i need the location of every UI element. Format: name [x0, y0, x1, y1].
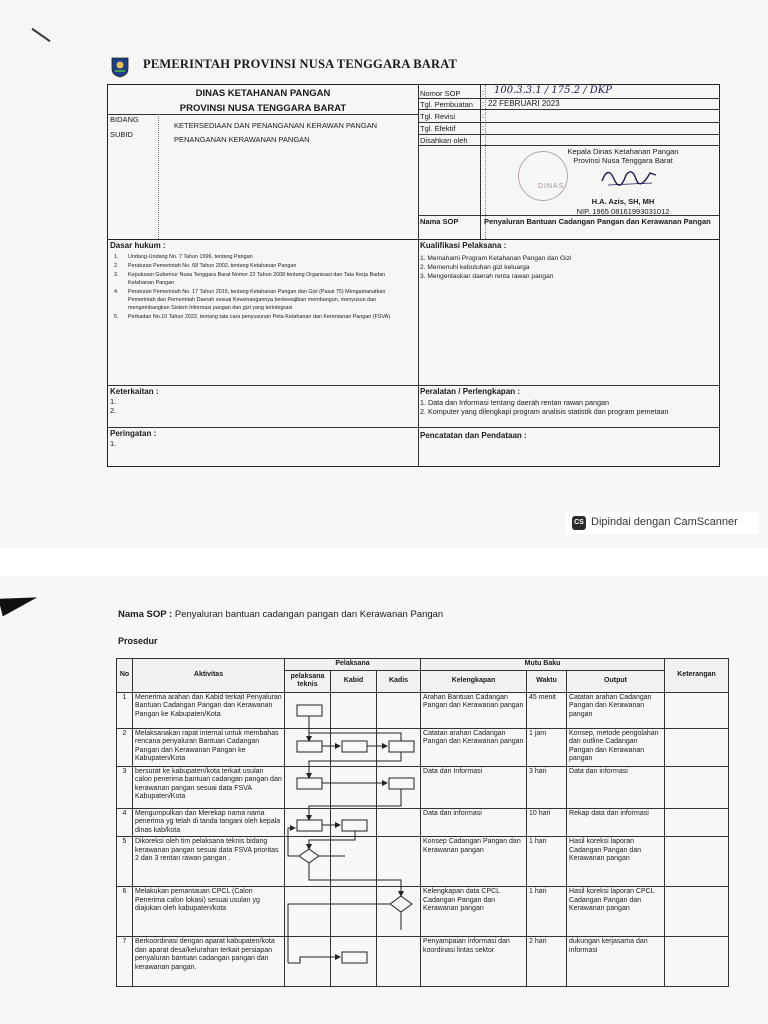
lane-kadis — [377, 766, 421, 808]
keterangan-cell — [665, 937, 729, 987]
list-item: 1. Memahami Program Ketahanan Pangan dan Gizi — [420, 255, 572, 262]
table-row — [117, 937, 729, 987]
law-text: Keputusan Gubernur Nusa Tenggara Barat Nomor 22 Tahun 2008 tentang Organisasi dan Tata Kerja Badan Ketahanan Pangan — [128, 272, 386, 286]
header-kelengkapan: Kelengkapan — [421, 670, 527, 692]
output-cell: Catatan arahan Cadangan Pangan dan Kerawanan pangan — [567, 692, 665, 728]
list-item: 2. Komputer yang dilengkapi program analisis statistik dan program pemetaan — [420, 407, 669, 416]
table-row — [117, 837, 729, 887]
table-row — [117, 808, 729, 837]
header-keterangan: Keterangan — [665, 659, 729, 693]
signature-icon — [598, 163, 658, 189]
sop-identity-table — [107, 84, 720, 467]
law-number: 3. — [114, 272, 119, 278]
keterkaitan-list — [110, 397, 116, 415]
sop-name-value: Penyaluran bantuan cadangan pangan dan Kerawanan Pangan — [174, 609, 444, 620]
waktu-cell: 2 hari — [527, 937, 567, 987]
law-text: Peraturan Pemerintah No. 17 Tahun 2015, tentang Ketahanan Pangan dan Gizi (Pasal 75) Mengamanatkan Pemerintah dan Pemerintah Daerah sesuai Kewenangannya berkewajiban membangun, menyusun dan mengembangkan Sistem Informasi pangan dan gizi yang terintegrasi — [128, 289, 386, 311]
activity-cell: bersurat ke kabupaten/kota terkait usulan calon penerima bantuan cadangan pangan dan kerawanan pangan sesuai data FSVA Kabupaten/Kota — [133, 766, 285, 808]
law-item — [114, 253, 410, 261]
keterangan-cell — [665, 692, 729, 728]
camscanner-icon: CS — [572, 516, 586, 530]
tgl-pembuatan-label: Tgl. Pembuatan — [420, 100, 473, 109]
header-kadis: Kadis — [377, 670, 421, 692]
table-row — [117, 692, 729, 728]
kelengkapan-cell: Catatan arahan Cadangan Pangan dan Kerawanan pangan — [421, 728, 527, 766]
header-output: Output — [567, 670, 665, 692]
activity-cell: Berkoordinasi dengan aparat kabupaten/kota dan aparat desa/kelurahan terkait persiapan penyaluran bantuan cadangan pangan dan kerawanan pangan. — [133, 937, 285, 987]
lane-kadis — [377, 808, 421, 837]
colon: : — [482, 111, 485, 120]
activity-cell: Mengumpulkan dan Merekap nama nama penerima yg telah di tanda tangani oleh kepala dinas kab/kota — [133, 808, 285, 837]
law-number: 4. — [114, 289, 119, 295]
output-cell: Hasil koreksi laporan Cadangan Pangan dan Kerawanan pangan — [567, 837, 665, 887]
law-item — [114, 313, 410, 321]
law-item — [114, 288, 410, 312]
activity-cell: Melaksanakan rapat internal untuk membahas rencana penyaluran Bantuan Cadangan Pangan dan Kerawanan Pangan ke Kabupaten/Kota — [133, 728, 285, 766]
kelengkapan-cell: Penyampaian informasi dan koordinasi lintas sektor — [421, 937, 527, 987]
lane-pelaksana-teknis — [285, 937, 331, 987]
lane-pelaksana-teknis — [285, 808, 331, 837]
lane-pelaksana-teknis — [285, 887, 331, 937]
keterkaitan-title: Keterkaitan : — [110, 387, 159, 396]
signatory-name: H.A. Azis, SH, MH — [591, 197, 655, 206]
table-row — [117, 728, 729, 766]
activity-cell: Melakukan pemantauan CPCL (Calon Penerima calon lokasi) sesuai usulan yg diajukan oleh kabupaten/kota — [133, 887, 285, 937]
bidang-label: BIDANG — [110, 115, 139, 124]
waktu-cell: 45 menit — [527, 692, 567, 728]
keterangan-cell — [665, 837, 729, 887]
table-row — [117, 766, 729, 808]
lane-pelaksana-teknis — [285, 837, 331, 887]
law-number: 2. — [114, 263, 119, 269]
peralatan-list — [420, 398, 669, 416]
lane-kadis — [377, 728, 421, 766]
list-item: 2. — [110, 406, 117, 415]
disahkan-label: Disahkan oleh — [420, 136, 468, 145]
keterangan-cell — [665, 808, 729, 837]
kualifikasi-title: Kualifikasi Pelaksana : — [420, 241, 507, 250]
activity-cell: Dikoreksi oleh tim pelaksana teknis bidang kerawanan pangan sesuai data FSVA prioritas 2 dan 3 rentan rawan pangan . — [133, 837, 285, 887]
kelengkapan-cell: Kelengkapan data CPCL Cadangan Pangan dan Kerawanan pangan — [421, 887, 527, 937]
list-item: 1. Data dan Informasi tentang daerah rentan rawan pangan — [420, 398, 610, 407]
output-cell: Rekap data dan informasi — [567, 808, 665, 837]
table-row — [117, 887, 729, 937]
list-item: 1. — [110, 397, 117, 406]
law-text: Perbadan No.10 Tahun 2022, tentang tata cara penyusunan Peta Ketahanan dan Kerentanan Pangan (FSVA) — [128, 314, 391, 320]
prosedur-heading: Prosedur — [118, 636, 158, 646]
nama-sop-value: Penyaluran Bantuan Cadangan Pangan dan Kerawanan Pangan — [484, 217, 711, 226]
peringatan-title: Peringatan : — [110, 429, 157, 438]
peralatan-title: Peralatan / Perlengkapan : — [420, 387, 521, 396]
lane-kabid — [331, 808, 377, 837]
output-cell: Hasil koreksi laporan CPCL Cadangan Pangan dan Kerawanan pangan — [567, 887, 665, 937]
list-item: 2. Memenuhi kebutuhan gizi keluarga — [420, 264, 530, 271]
page-gap — [0, 548, 768, 576]
keterangan-cell — [665, 728, 729, 766]
subid-value: PENANGANAN KERAWANAN PANGAN — [174, 135, 310, 144]
sop-name-label: Nama SOP : — [118, 609, 173, 620]
government-title: PEMERINTAH PROVINSI NUSA TENGGARA BARAT — [143, 57, 458, 71]
colon: : — [482, 88, 485, 97]
signature-title-line2: Provinsi Nusa Tenggara Barat — [573, 156, 673, 165]
tgl-revisi-label: Tgl. Revisi — [420, 112, 456, 121]
kelengkapan-cell: Arahan Bantuan Cadangan Pangan dan Kerawanan pangan — [421, 692, 527, 728]
keterangan-cell — [665, 887, 729, 937]
subid-label: SUBID — [110, 130, 133, 139]
lane-kabid — [331, 837, 377, 887]
kelengkapan-cell: Data dan Informasi — [421, 766, 527, 808]
procedure-sop-name — [118, 609, 443, 620]
signatory-nip: NIP. 1965 08161993031012 — [576, 207, 670, 216]
header-no: No — [117, 659, 133, 693]
colon: : — [482, 99, 485, 108]
waktu-cell: 3 hari — [527, 766, 567, 808]
row-number: 1 — [117, 692, 133, 728]
waktu-cell: 1 hari — [527, 837, 567, 887]
law-text: Undang-Undang No. 7 Tahun 1996, tentang Pangan — [128, 254, 253, 260]
row-number: 6 — [117, 887, 133, 937]
row-number: 2 — [117, 728, 133, 766]
kualifikasi-list — [420, 254, 571, 281]
scan-corner-mark — [31, 28, 50, 42]
nomor-sop-value: 100.3.3.1 / 175.2 / DKP — [494, 85, 613, 96]
lane-kadis — [377, 692, 421, 728]
law-item — [114, 262, 410, 270]
ntb-emblem-icon — [110, 56, 130, 78]
waktu-cell: 1 hari — [527, 887, 567, 937]
law-number: 5. — [114, 314, 119, 320]
lane-kabid — [331, 728, 377, 766]
list-item: 1. — [110, 439, 117, 448]
output-cell: Konsep, metode pengolahan dan outline Cadangan Pangan dan Kerawanan pangan — [567, 728, 665, 766]
lane-kabid — [331, 887, 377, 937]
header-pelaksana: Pelaksana — [285, 659, 421, 671]
camscanner-watermark — [566, 512, 759, 534]
tgl-pembuatan-value: 22 FEBRUARI 2023 — [488, 99, 560, 108]
bidang-value: KETERSEDIAAN DAN PENANGANAN KERAWAN PANGAN — [174, 121, 378, 130]
nama-sop-label: Nama SOP — [420, 217, 459, 226]
law-item — [114, 271, 410, 287]
keterangan-cell — [665, 766, 729, 808]
law-text: Peraturan Pemerintah No. 68 Tahun 2002, tentang Ketahanan Pangan — [128, 263, 297, 269]
signature-title-line1: Kepala Dinas Ketahanan Pangan — [567, 147, 679, 156]
row-number: 5 — [117, 837, 133, 887]
header-mutu-baku: Mutu Baku — [421, 659, 665, 671]
kelengkapan-cell: Konsep Cadangan Pangan dan Kerawanan pangan — [421, 837, 527, 887]
lane-kadis — [377, 837, 421, 887]
lane-pelaksana-teknis — [285, 692, 331, 728]
camscanner-text: Dipindai dengan CamScanner — [591, 516, 738, 528]
waktu-cell: 1 jam — [527, 728, 567, 766]
activity-cell: Menerima arahan dan Kabid terkait Penyaluran Bantuan Cadangan Pangan dan Kerawanan Pangan ke Kabupaten/Kota — [133, 692, 285, 728]
row-number: 4 — [117, 808, 133, 837]
lane-pelaksana-teknis — [285, 728, 331, 766]
pencatatan-title: Pencatatan dan Pendataan : — [420, 431, 527, 440]
lane-kadis — [377, 887, 421, 937]
dasar-hukum-title: Dasar hukum : — [110, 241, 166, 250]
kelengkapan-cell: Data dan informasi — [421, 808, 527, 837]
dasar-hukum-list — [114, 253, 410, 322]
lane-kabid — [331, 766, 377, 808]
tgl-efektif-label: Tgl. Efektif — [420, 124, 456, 133]
lane-kabid — [331, 692, 377, 728]
law-number: 1. — [114, 254, 119, 260]
colon: : — [482, 123, 485, 132]
header-kabid: Kabid — [331, 670, 377, 692]
agency-name: DINAS KETAHANAN PANGAN — [195, 88, 331, 99]
procedure-table — [116, 658, 729, 987]
lane-pelaksana-teknis — [285, 766, 331, 808]
row-number: 3 — [117, 766, 133, 808]
output-cell: Data dan informasi — [567, 766, 665, 808]
nomor-sop-label: Nomor SOP — [420, 89, 461, 98]
header-waktu: Waktu — [527, 670, 567, 692]
row-number: 7 — [117, 937, 133, 987]
header-pelaksana-teknis: pelaksana teknis — [285, 670, 331, 692]
list-item: 3. Mengentaskan daerah renta rawan pangan — [420, 273, 554, 280]
header-aktivitas: Aktivitas — [133, 659, 285, 693]
lane-kabid — [331, 937, 377, 987]
output-cell: dukungan kerjasama dan informasi — [567, 937, 665, 987]
lane-kadis — [377, 937, 421, 987]
agency-province: PROVINSI NUSA TENGGARA BARAT — [179, 103, 347, 114]
peringatan-list — [110, 439, 116, 448]
waktu-cell: 10 hari — [527, 808, 567, 837]
stamp-text: DINAS — [538, 183, 565, 190]
